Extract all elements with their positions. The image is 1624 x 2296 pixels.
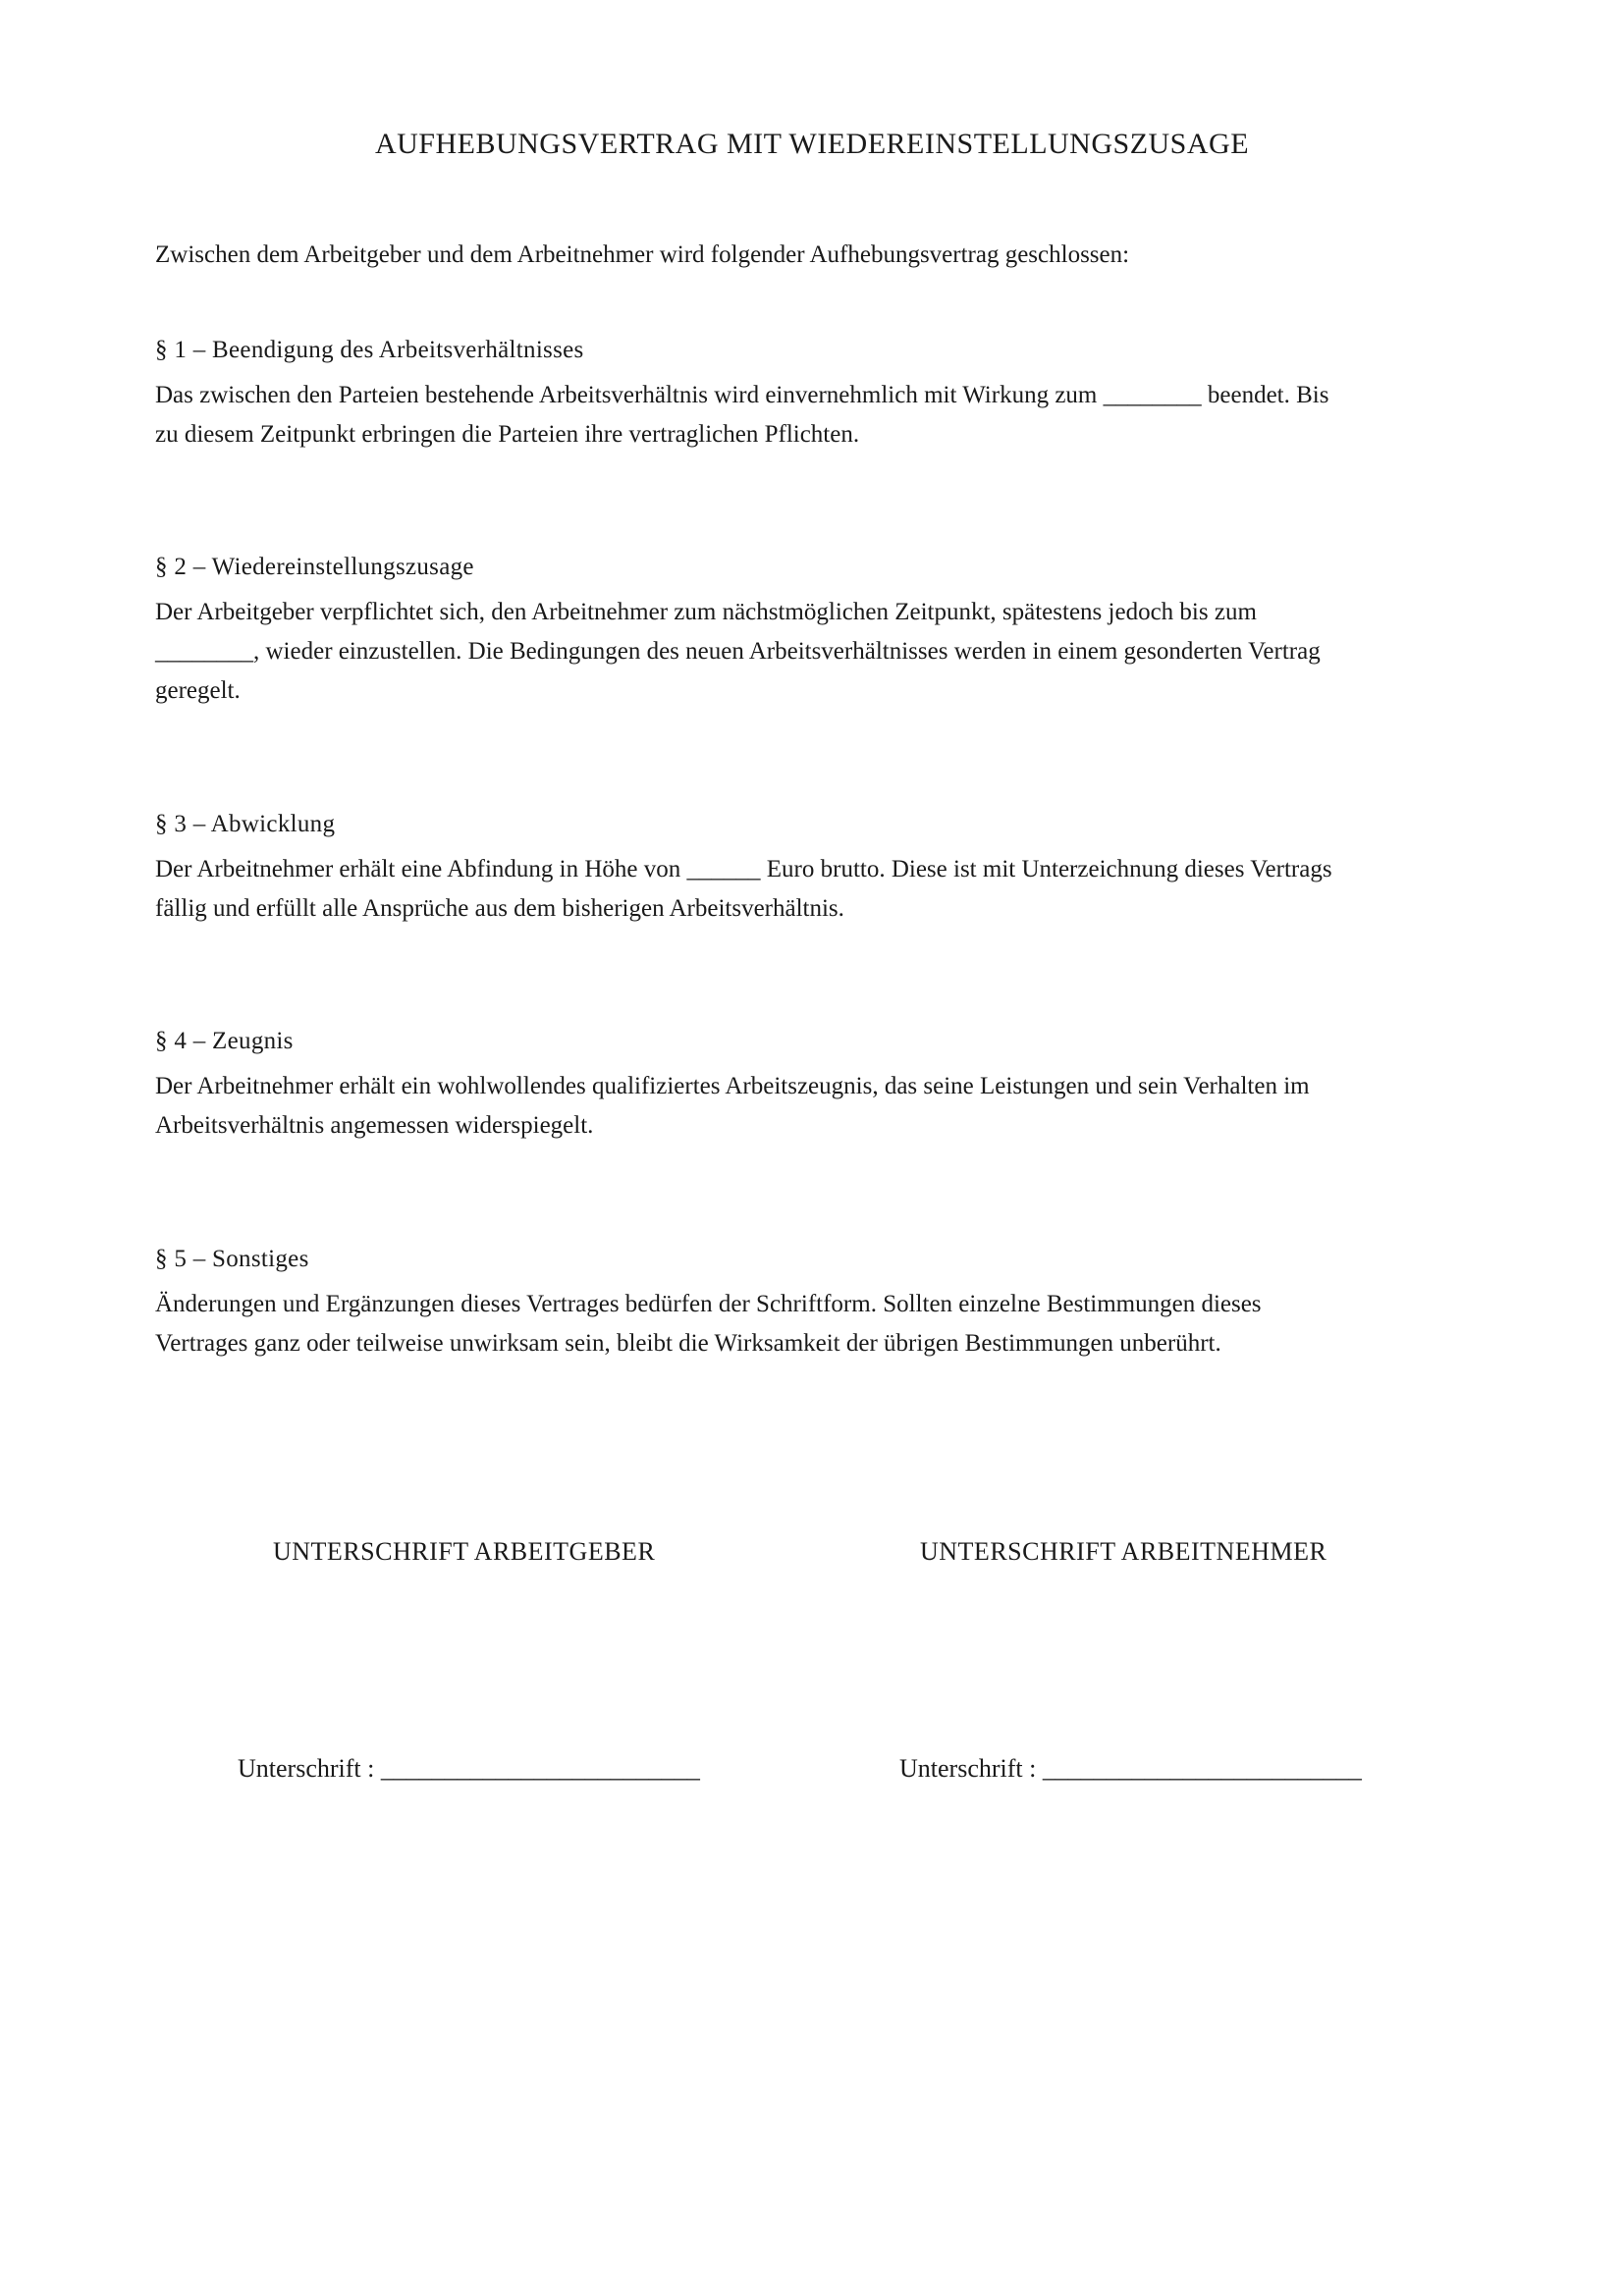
section-line: fällig und erfüllt alle Ansprüche aus dem bisherigen Arbeitsverhältnis. bbox=[155, 895, 844, 922]
section-5 bbox=[155, 1242, 1490, 1363]
section-heading: § 1 – Beendigung des Arbeitsverhältnisses bbox=[155, 337, 584, 363]
section-heading: § 2 – Wiedereinstellungszusage bbox=[155, 554, 474, 580]
section-body bbox=[155, 850, 1490, 929]
section-2 bbox=[155, 550, 1490, 711]
section-body bbox=[155, 376, 1490, 454]
document-title: AUFHEBUNGSVERTRAG MIT WIEDEREINSTELLUNGSZUSAGE bbox=[374, 128, 1250, 160]
section-heading: § 3 – Abwicklung bbox=[155, 811, 336, 837]
section-line: zu diesem Zeitpunkt erbringen die Parteien ihre vertraglichen Pflichten. bbox=[155, 421, 860, 448]
section-line: Vertrages ganz oder teilweise unwirksam sein, bleibt die Wirksamkeit der übrigen Bestimmungen unberührt. bbox=[155, 1330, 1221, 1357]
section-line: Der Arbeitnehmer erhält eine Abfindung in Höhe von ______ Euro brutto. Diese ist mit Unterzeichnung dieses Vertrags bbox=[155, 856, 1332, 882]
intro-paragraph: Zwischen dem Arbeitgeber und dem Arbeitnehmer wird folgender Aufhebungsvertrag geschlossen: bbox=[155, 241, 1130, 268]
employee-signature-title: UNTERSCHRIFT ARBEITNEHMER bbox=[920, 1537, 1327, 1566]
employee-signature-line: Unterschrift : _________________________ bbox=[899, 1754, 1362, 1783]
section-line: Der Arbeitgeber verpflichtet sich, den Arbeitnehmer zum nächstmöglichen Zeitpunkt, spätestens jedoch bis zum bbox=[155, 599, 1257, 625]
section-line: Änderungen und Ergänzungen dieses Vertrages bedürfen der Schriftform. Sollten einzelne Bestimmungen dieses bbox=[155, 1291, 1262, 1317]
section-body bbox=[155, 1285, 1490, 1363]
employer-signature-title: UNTERSCHRIFT ARBEITGEBER bbox=[273, 1537, 656, 1566]
section-body bbox=[155, 1067, 1490, 1146]
section-line: Das zwischen den Parteien bestehende Arbeitsverhältnis wird einvernehmlich mit Wirkung zum ________ beendet. Bis bbox=[155, 382, 1329, 408]
section-3 bbox=[155, 807, 1490, 929]
section-line: Arbeitsverhältnis angemessen widerspiegelt. bbox=[155, 1112, 594, 1139]
employer-signature-line: Unterschrift : _________________________ bbox=[238, 1754, 700, 1783]
section-heading: § 5 – Sonstiges bbox=[155, 1246, 309, 1272]
section-body bbox=[155, 593, 1490, 711]
section-4 bbox=[155, 1024, 1490, 1146]
section-line: ________, wieder einzustellen. Die Bedingungen des neuen Arbeitsverhältnisses werden in einem gesonderten Vertrag bbox=[155, 638, 1321, 665]
section-heading: § 4 – Zeugnis bbox=[155, 1028, 294, 1054]
section-line: Der Arbeitnehmer erhält ein wohlwollendes qualifiziertes Arbeitszeugnis, das seine Leistungen und sein Verhalten im bbox=[155, 1073, 1310, 1099]
section-1 bbox=[155, 333, 1490, 454]
section-line: geregelt. bbox=[155, 677, 241, 704]
